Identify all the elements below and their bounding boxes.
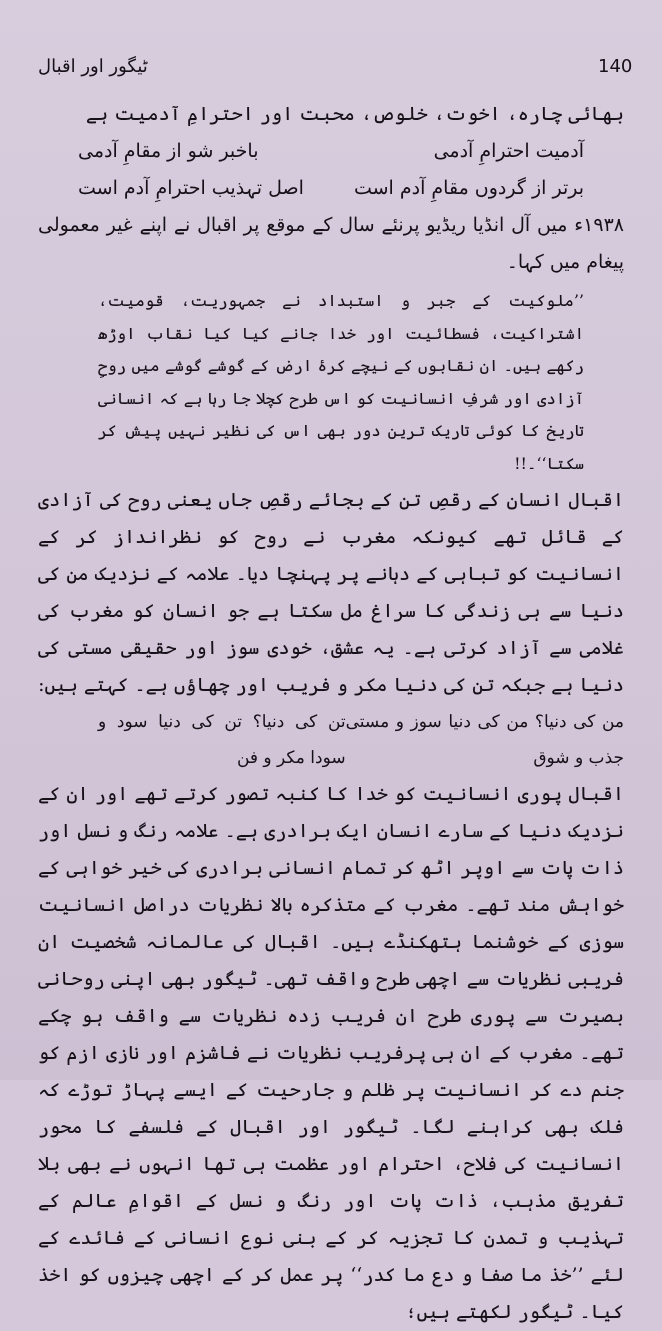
paragraph-3: اقبال پوری انسانیت کو خدا کا کنبہ تصور کرتے تھے اور ان کے نزدیک دنیا کے سارے انسان ایک برادری ہے۔ علامہ رنگ و نسل اور ذات پات سے اوپر اٹھ کر تمام انسانی برادری کی خیر خواہی کے خواہش مند تھے۔ مغرب کے متذکرہ بالا نظریات دراصل انسانیت سوزی کے خوشنما ہتھکنڈے ہیں۔ اقبال کی عالمانہ شخصیت ان فریبی نظریات سے اچھی طرح واقف تھی۔ ٹیگور بھی اپنی روحانی بصیرت سے پوری طرح ان فریب زدہ نظریات سے واقف ہو چکے تھے۔ مغرب کے ان ہی پرفریب نظریات نے فاشزم اور نازی ازم کو جنم دے کر انسانیت پر ظلم و جارحیت کے ایسے پہاڑ توڑے کہ فلک بھی کراہنے لگا۔ ٹیگور اور اقبال کے فلسفے کا محور انسانیت کی فلاح، احترام اور عظمت ہی تھا انہوں نے بھی بلا تفریق مذہب، ذات پات اور رنگ و نسل کے اقوامِ عالم کے تہذیب و تمدن کا تجزیہ کر کے بنی نوع انسانی کے فائدے کے لئے ’’خذ ما صفا و دع ما کدر‘‘ پر عمل کر کے اچھی چیزوں کو اخذ کیا۔ ٹیگور لکھتے ہیں؛ bbox=[38, 783, 624, 1323]
body-text bbox=[38, 96, 624, 1331]
couplet-2-right: برتر از گردوں مقامِ آدم است bbox=[353, 177, 584, 199]
couplet-3-right: من کی دنیا؟ من کی دنیا سوز و مستی جذب و شوق bbox=[345, 712, 624, 768]
paragraph-1: ۱۹۳۸ء میں آل انڈیا ریڈیو پرنئے سال کے موقع پر اقبال نے اپنے غیر معمولی پیغام میں کہا۔ bbox=[38, 214, 624, 273]
running-head: ٹیگور اور اقبال bbox=[38, 56, 148, 77]
page-number: 140 bbox=[598, 56, 633, 77]
paragraph-2: اقبال انسان کے رقصِ تن کے بجائے رقصِ جاں یعنی روح کی آزادی کے قائل تھے کیونکہ مغرب نے روح کو نظرانداز کر کے انسانیت کو تباہی کے دہانے پر پہنچا دیا۔ علامہ کے نزدیک من کی دنیا سے ہی زندگی کا سراغ مل سکتا ہے جو انسان کو مغرب کی غلامی سے آزاد کرتی ہے۔ یہ عشق، خودی سوز اور حقیقی مستی کی دنیا ہے جبکہ تن کی دنیا مکر و فریب اور چھاؤں ہے۔ کہتے ہیں: bbox=[38, 489, 624, 696]
intro-line: بھائی چارہ، اخوت، خلوص، محبت اور احترامِ آدمیت ہے bbox=[85, 103, 624, 125]
couplet-1 bbox=[38, 133, 624, 170]
couplet-3-left: تن کی دنیا؟ تن کی دنیا سود و سودا مکر و فن bbox=[98, 712, 346, 768]
block-quote: ’’ملوکیت کے جبر و استبداد نے جمہوریت، قومیت، اشتراکیت، فسطائیت اور خدا جانے کیا کیا نقاب اوڑھ رکھے ہیں۔ ان نقابوں کے نیچے کرۂ ارض کے گوشے گوشے میں روحِ آزادی اور شرفِ انسانیت کو اس طرح کچلا جا رہا ہے کہ انسانی تاریخ کا کوئی تاریک ترین دور بھی اس کی نظیر نہیں پیش کر سکتا‘‘۔!! bbox=[98, 291, 584, 473]
couplet-2-left: اصل تہذیب احترامِ آدم است bbox=[78, 177, 304, 199]
couplet-1-left: باخبر شو از مقامِ آدمی bbox=[78, 140, 259, 162]
couplet-3 bbox=[38, 704, 624, 776]
page-header bbox=[38, 56, 633, 86]
couplet-1-right: آدمیت احترامِ آدمی bbox=[433, 140, 584, 162]
couplet-2 bbox=[38, 170, 624, 207]
